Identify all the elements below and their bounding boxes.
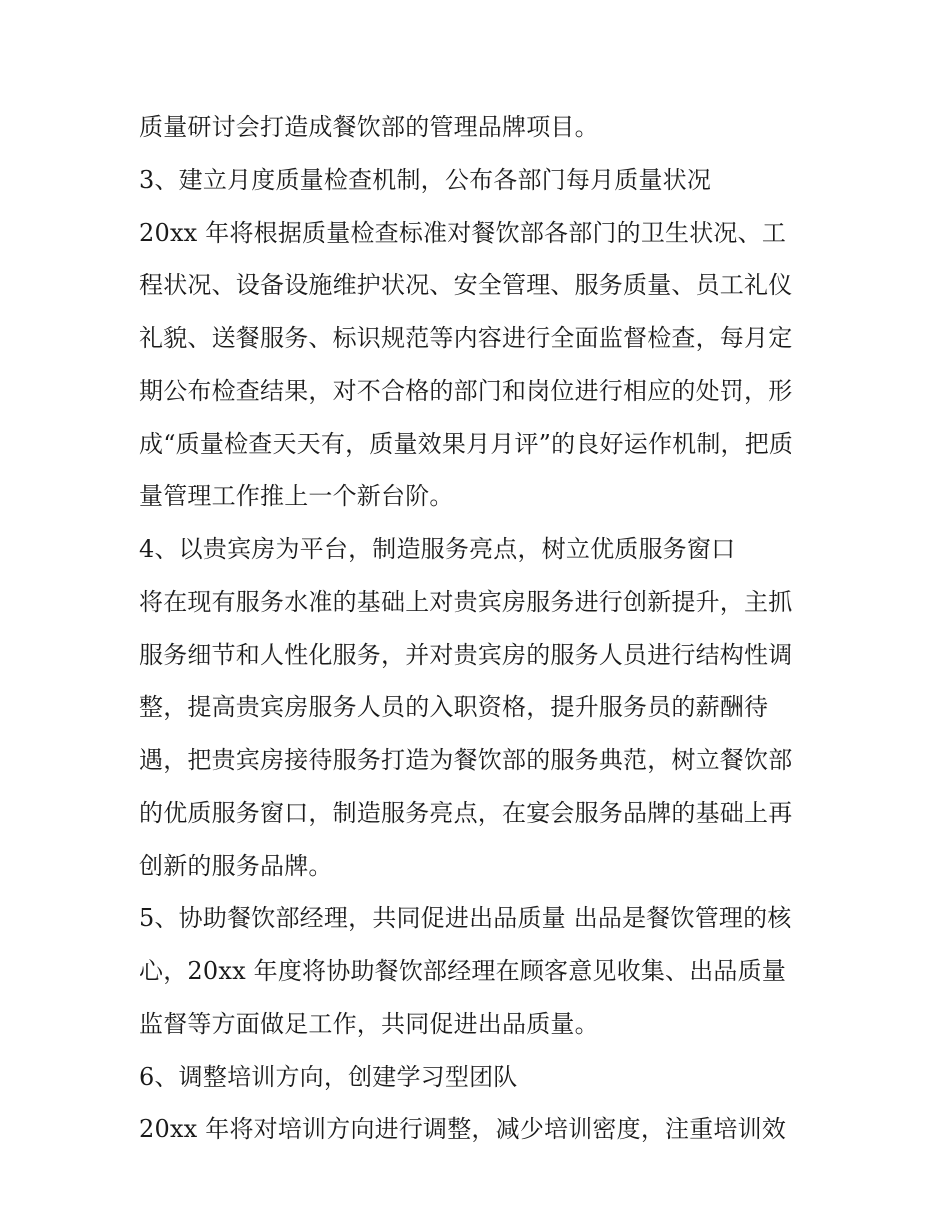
section-heading-4: 4、以贵宾房为平台，制造服务亮点，树立优质服务窗口 xyxy=(139,535,736,563)
text-line: 整，提高贵宾房服务人员的入职资格，提升服务员的薪酬待 xyxy=(139,693,769,721)
text-line: 创新的服务品牌。 xyxy=(139,852,333,880)
text-line: 遇，把贵宾房接待服务打造为餐饮部的服务典范，树立餐饮部 xyxy=(139,746,793,774)
section-heading-5: 5、协助餐饮部经理，共同促进出品质量 出品是餐饮管理的核 xyxy=(139,904,792,932)
text-line: 服务细节和人性化服务，并对贵宾房的服务人员进行结构性调 xyxy=(139,641,793,669)
text-line: 心，20xx 年度将协助餐饮部经理在顾客意见收集、出品质量 xyxy=(139,957,787,985)
text-line: 程状况、设备设施维护状况、安全管理、服务质量、员工礼仪 xyxy=(139,271,793,299)
section-heading-3: 3、建立月度质量检查机制，公布各部门每月质量状况 xyxy=(139,166,712,194)
text-line: 20xx 年将根据质量检查标准对餐饮部各部门的卫生状况、工 xyxy=(139,219,787,247)
text-line: 量管理工作推上一个新台阶。 xyxy=(139,482,454,510)
text-line: 礼貌、送餐服务、标识规范等内容进行全面监督检查，每月定 xyxy=(139,324,793,352)
text-line: 将在现有服务水准的基础上对贵宾房服务进行创新提升，主抓 xyxy=(139,588,793,616)
text-line: 20xx 年将对培训方向进行调整，减少培训密度，注重培训效 xyxy=(139,1115,787,1143)
text-line: 成“质量检查天天有，质量效果月月评”的良好运作机制，把质 xyxy=(139,430,794,458)
section-heading-6: 6、调整培训方向，创建学习型团队 xyxy=(139,1063,518,1091)
text-line: 质量研讨会打造成餐饮部的管理品牌项目。 xyxy=(139,113,599,141)
text-line: 监督等方面做足工作，共同促进出品质量。 xyxy=(139,1010,599,1038)
text-line: 期公布检查结果，对不合格的部门和岗位进行相应的处罚，形 xyxy=(139,377,793,405)
text-line: 的优质服务窗口，制造服务亮点，在宴会服务品牌的基础上再 xyxy=(139,799,793,827)
